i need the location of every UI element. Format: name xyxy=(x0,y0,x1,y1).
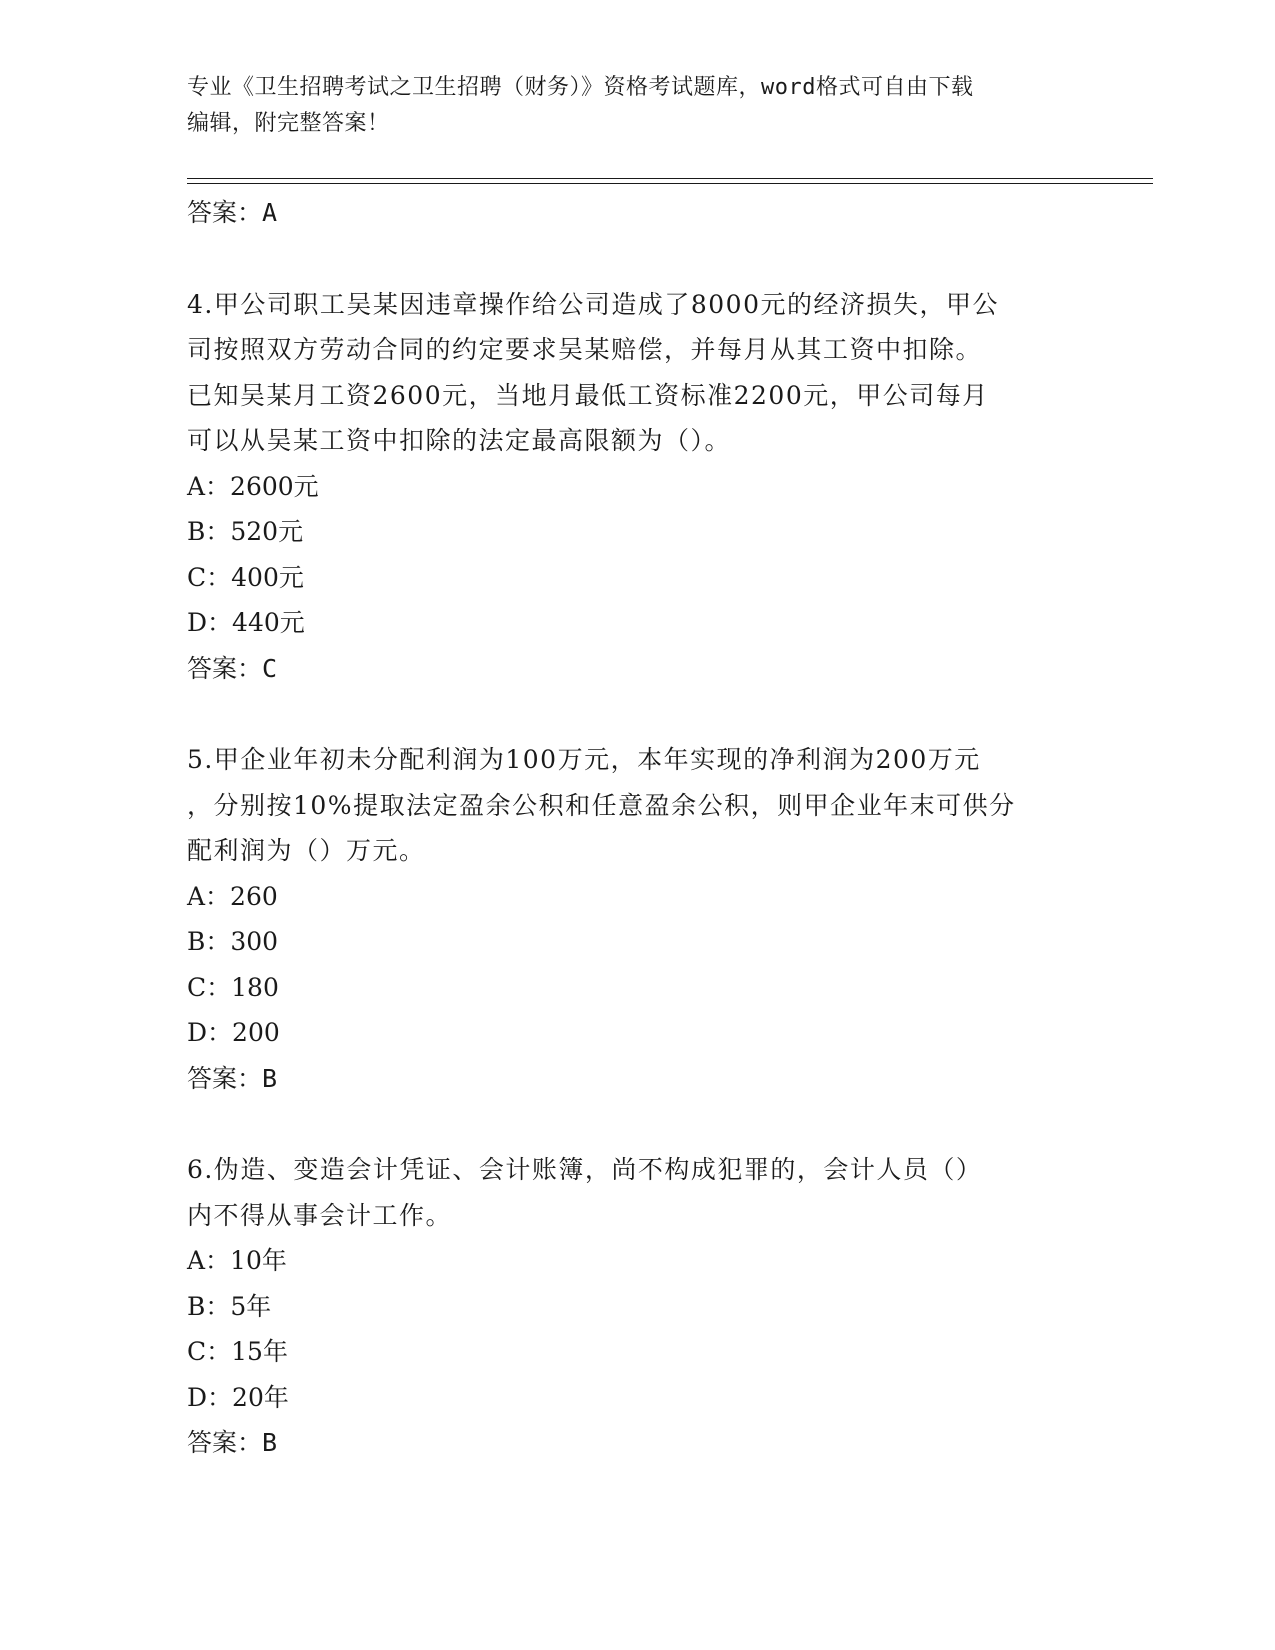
question-text-line: 6.伪造、变造会计凭证、会计账簿，尚不构成犯罪的，会计人员（） xyxy=(187,1155,983,1184)
option-a: A：2600元 xyxy=(187,471,319,501)
header-divider-bottom xyxy=(187,183,1153,184)
question-text-line: ，分别按10%提取法定盈余公积和任意盈余公积，则甲企业年末可供分 xyxy=(187,790,1016,820)
option-c: C：400元 xyxy=(187,562,304,592)
option-c: C：15年 xyxy=(187,1337,288,1366)
answer-line: 答案：A xyxy=(187,198,278,227)
option-b: B：5年 xyxy=(187,1291,272,1321)
header-line-2: 编辑，附完整答案！ xyxy=(187,111,390,136)
question-block xyxy=(187,1147,1087,1466)
question-text-line: 司按照双方劳动合同的约定要求吴某赔偿，并每月从其工资中扣除。 xyxy=(187,335,983,364)
option-d: D：20年 xyxy=(187,1382,289,1412)
question-text-line: 可以从吴某工资中扣除的法定最高限额为（）。 xyxy=(187,426,732,455)
question-block xyxy=(187,737,1087,1101)
header-line-1: 专业《卫生招聘考试之卫生招聘（财务）》资格考试题库，word格式可自由下载 xyxy=(187,75,974,100)
question-text-line: 配利润为（）万元。 xyxy=(187,836,426,865)
option-d: D：200 xyxy=(187,1018,280,1047)
option-c: C：180 xyxy=(187,972,279,1002)
question-text-line: 4.甲公司职工吴某因违章操作给公司造成了8000元的经济损失，甲公 xyxy=(187,289,999,319)
option-d: D：440元 xyxy=(187,608,305,637)
answer-line: 答案：B xyxy=(187,1428,278,1457)
answer-line: 答案：C xyxy=(187,653,278,683)
option-a: A：260 xyxy=(187,881,278,911)
answer-line: 答案：B xyxy=(187,1063,278,1093)
document-header xyxy=(187,70,1087,142)
option-b: B：300 xyxy=(187,927,279,956)
option-b: B：520元 xyxy=(187,517,304,546)
question-block xyxy=(187,282,1087,692)
question-text-line: 已知吴某月工资2600元，当地月最低工资标准2200元，甲公司每月 xyxy=(187,380,989,410)
question-text-line: 内不得从事会计工作。 xyxy=(187,1200,453,1230)
question-text-line: 5.甲企业年初未分配利润为100万元，本年实现的净利润为200万元 xyxy=(187,745,981,774)
question-list xyxy=(187,190,1087,1512)
header-divider-top xyxy=(187,178,1153,179)
option-a: A：10年 xyxy=(187,1246,287,1275)
